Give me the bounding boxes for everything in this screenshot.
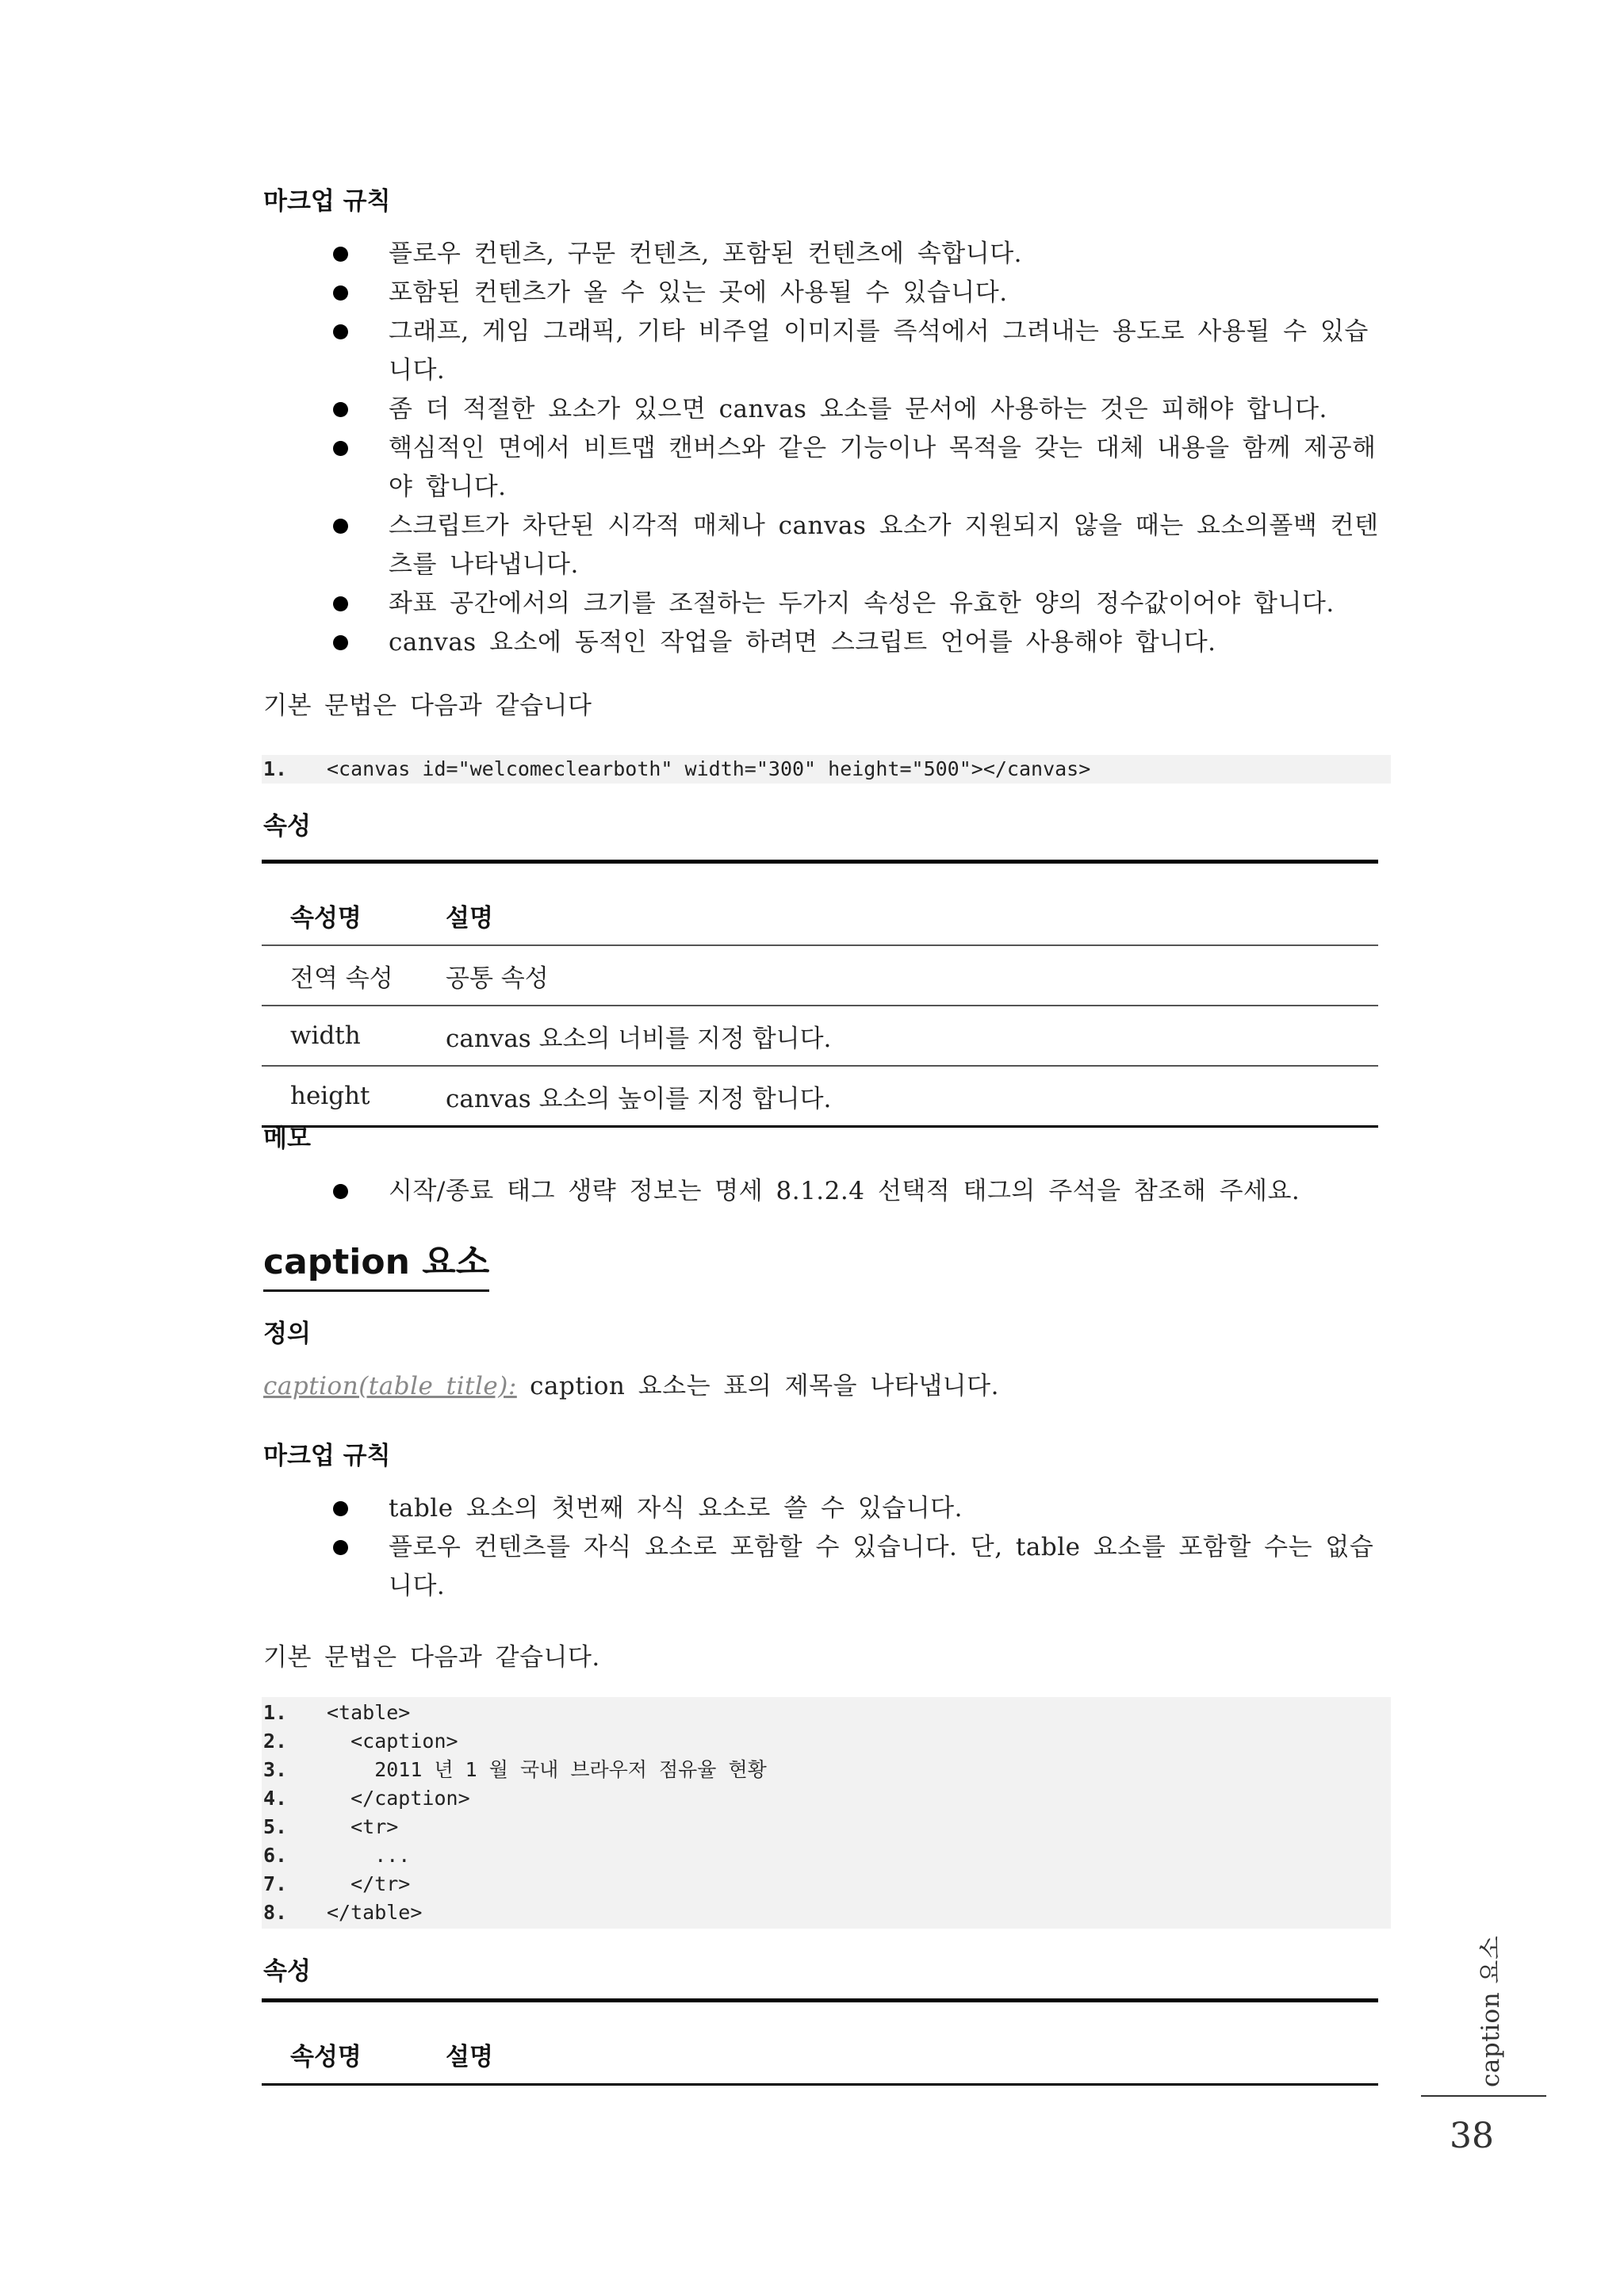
table-row — [262, 1006, 1378, 1066]
code-block — [262, 1697, 1391, 1929]
table-cell: height — [262, 1066, 446, 1127]
list-item: canvas 요소에 동적인 작업을 하려면 스크립트 언어를 사용해야 합니다. — [328, 623, 1383, 662]
bullet-icon — [333, 1540, 348, 1555]
bullet-icon — [333, 1501, 348, 1516]
bullet-icon — [333, 635, 348, 650]
list-item: 핵심적인 면에서 비트맵 캔버스와 같은 기능이나 목적을 갖는 대체 내용을 함께 제공해야 합니다. — [328, 429, 1383, 507]
table-cell: 공통 속성 — [446, 945, 1378, 1006]
list-item: 좀 더 적절한 요소가 있으면 canvas 요소를 문서에 사용하는 것은 피해야 합니다. — [328, 390, 1383, 429]
memo-list — [328, 1172, 1383, 1211]
table-header-row — [262, 2025, 1378, 2085]
code-block — [262, 755, 1391, 784]
bullet-icon — [333, 247, 348, 262]
definition-link[interactable]: caption(table title): — [263, 1372, 517, 1400]
attributes-heading: 속성 — [263, 1957, 311, 1986]
code-line: 1. <table> — [263, 1701, 411, 1724]
bullet-icon — [333, 402, 348, 417]
bullet-icon — [333, 285, 348, 301]
syntax-intro: 기본 문법은 다음과 같습니다. — [263, 1643, 600, 1672]
list-item: 스크립트가 차단된 시각적 매체나 canvas 요소가 지원되지 않을 때는 요소의폴백 컨텐츠를 나타냅니다. — [328, 507, 1383, 584]
table-cell: canvas 요소의 높이를 지정 합니다. — [446, 1066, 1378, 1127]
table-cell: canvas 요소의 너비를 지정 합니다. — [446, 1006, 1378, 1066]
list-item: 그래프, 게임 그래픽, 기타 비주얼 이미지를 즉석에서 그려내는 용도로 사용될 수 있습니다. — [328, 312, 1383, 390]
attributes-heading: 속성 — [263, 812, 311, 841]
code-line: 7. </tr> — [263, 1872, 411, 1895]
section-title: caption 요소 — [263, 1239, 489, 1292]
table-header-row — [262, 886, 1378, 945]
code-line: 1. <canvas id="welcomeclearboth" width="300" height="500"></canvas> — [263, 757, 1091, 780]
divider — [1421, 2095, 1546, 2097]
attributes-table — [262, 1998, 1378, 2086]
column-header: 속성명 — [262, 886, 446, 945]
definition-heading: 정의 — [263, 1320, 311, 1348]
definition-text: caption(table title): caption 요소는 표의 제목을 나타냅니다. — [263, 1372, 999, 1400]
markup-rules-list — [328, 1489, 1383, 1606]
code-line: 5. <tr> — [263, 1815, 399, 1838]
memo-heading: 메모 — [263, 1125, 311, 1153]
column-header: 설명 — [446, 886, 1378, 945]
list-item: 시작/종료 태그 생략 정보는 명세 8.1.2.4 선택적 태그의 주석을 참조해 주세요. — [328, 1172, 1383, 1211]
bullet-icon — [333, 441, 348, 456]
bullet-icon — [333, 1184, 348, 1199]
list-item: 좌표 공간에서의 크기를 조절하는 두가지 속성은 유효한 양의 정수값이어야 합니다. — [328, 584, 1383, 623]
code-line: 4. </caption> — [263, 1787, 470, 1810]
bullet-icon — [333, 519, 348, 534]
markup-rules-list — [328, 235, 1383, 662]
markup-rules-heading: 마크업 규칙 — [263, 187, 391, 216]
markup-rules-heading: 마크업 규칙 — [263, 1442, 391, 1470]
bullet-icon — [333, 596, 348, 611]
code-line: 2. <caption> — [263, 1730, 458, 1753]
column-header: 설명 — [446, 2025, 1378, 2085]
table-cell: width — [262, 1006, 446, 1066]
table-cell: 전역 속성 — [262, 945, 446, 1006]
code-line: 8. </table> — [263, 1901, 423, 1924]
code-line: 6. ... — [263, 1844, 411, 1867]
syntax-intro: 기본 문법은 다음과 같습니다 — [263, 692, 592, 720]
running-header: caption 요소 — [1477, 1935, 1505, 2087]
bullet-icon — [333, 324, 348, 339]
attributes-table — [262, 860, 1378, 1128]
list-item: 플로우 컨텐츠, 구문 컨텐츠, 포함된 컨텐츠에 속합니다. — [328, 235, 1383, 274]
list-item: 포함된 컨텐츠가 올 수 있는 곳에 사용될 수 있습니다. — [328, 274, 1383, 312]
column-header: 속성명 — [262, 2025, 446, 2085]
code-line: 3. 2011 년 1 월 국내 브라우저 점유율 현황 — [263, 1758, 767, 1781]
list-item: table 요소의 첫번째 자식 요소로 쓸 수 있습니다. — [328, 1489, 1383, 1528]
table-row — [262, 1066, 1378, 1127]
list-item: 플로우 컨텐츠를 자식 요소로 포함할 수 있습니다. 단, table 요소를 포함할 수는 없습니다. — [328, 1528, 1383, 1606]
table-row — [262, 945, 1378, 1006]
page-number: 38 — [1450, 2116, 1494, 2156]
